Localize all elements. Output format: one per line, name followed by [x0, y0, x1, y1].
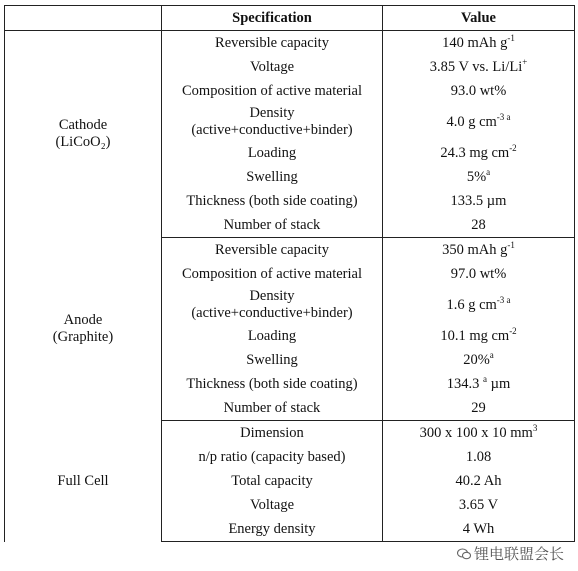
value-text: 1.08 — [465, 448, 492, 465]
value-cell — [383, 213, 575, 238]
value-text: 300 x 100 x 10 mm — [419, 424, 533, 441]
spec-label: Composition of active material — [182, 265, 362, 282]
value-cell — [383, 445, 575, 469]
value-cell — [383, 103, 575, 141]
spec-label: Thickness (both side coating) — [186, 375, 358, 392]
spec-label: Total capacity — [231, 472, 313, 489]
value-text: 4 — [462, 520, 470, 537]
spec-label: Number of stack — [223, 399, 321, 416]
value-cell — [383, 55, 575, 79]
spec-cell — [162, 396, 383, 421]
spec-cell — [162, 141, 383, 165]
value-cell — [383, 31, 575, 56]
spec-sublabel: (active+conductive+binder) — [191, 305, 353, 321]
value-superscript: -1 — [507, 32, 515, 43]
header-specification: Specification — [162, 6, 383, 31]
group-label — [5, 31, 162, 238]
value-text: 20% — [463, 351, 490, 368]
wechat-icon — [457, 548, 471, 560]
spec-label: Loading — [247, 327, 297, 344]
spec-label: Dimension — [240, 424, 304, 441]
specification-table — [4, 5, 575, 542]
value-cell — [383, 324, 575, 348]
table-row — [5, 238, 575, 263]
value-superscript: -2 — [509, 325, 517, 336]
spec-label: n/p ratio (capacity based) — [198, 448, 346, 465]
value-superscript: a — [482, 373, 487, 384]
value-cell — [383, 469, 575, 493]
value-text: 5% — [466, 168, 487, 185]
value-cell — [383, 189, 575, 213]
value-superscript: -3 a — [496, 294, 511, 305]
value-text: 140 mAh g — [442, 34, 508, 51]
value-text: 24.3 mg cm — [440, 144, 510, 161]
value-text: 3.65 V — [458, 496, 499, 513]
spec-cell — [162, 79, 383, 103]
group-name: Full Cell — [57, 472, 109, 489]
group-subname: (Graphite) — [52, 329, 114, 345]
value-text: 350 mAh g — [442, 241, 508, 258]
spec-cell — [162, 421, 383, 446]
group-subname: (LiCoO₂) — [55, 134, 111, 151]
value-text: 10.1 mg cm — [440, 327, 510, 344]
spec-label: Reversible capacity — [215, 34, 329, 51]
header-blank — [5, 6, 162, 31]
spec-label: Density — [249, 288, 295, 304]
spec-cell — [162, 348, 383, 372]
spec-label: Voltage — [249, 496, 295, 513]
spec-sublabel: (active+conductive+binder) — [191, 122, 353, 138]
spec-label: Swelling — [246, 168, 298, 185]
value-cell — [383, 262, 575, 286]
value-superscript: -3 a — [496, 111, 511, 122]
value-cell — [383, 165, 575, 189]
value-unit: µm — [486, 375, 511, 392]
value-text: 40.2 Ah — [455, 472, 502, 489]
value-cell — [383, 79, 575, 103]
table-row — [5, 421, 575, 446]
value-superscript: 3 — [532, 422, 538, 433]
header-value: Value — [383, 6, 575, 31]
group-name: Cathode — [58, 117, 108, 134]
spec-label: Composition of active material — [182, 82, 362, 99]
spec-cell — [162, 238, 383, 263]
value-cell — [383, 493, 575, 517]
spec-label: Density — [249, 105, 295, 121]
value-text: 29 — [471, 399, 486, 416]
spec-cell — [162, 286, 383, 324]
value-superscript: -2 — [509, 142, 517, 153]
value-cell — [383, 238, 575, 263]
spec-cell — [162, 262, 383, 286]
table-row — [5, 31, 575, 56]
spec-cell — [162, 213, 383, 238]
value-cell — [383, 141, 575, 165]
spec-label: Swelling — [246, 351, 298, 368]
group-name: Anode — [63, 312, 103, 328]
header-row — [5, 6, 575, 31]
group-label — [5, 421, 162, 542]
spec-cell — [162, 189, 383, 213]
value-cell — [383, 286, 575, 324]
spec-label: Number of stack — [223, 216, 321, 233]
spec-cell — [162, 55, 383, 79]
spec-label: Energy density — [228, 520, 316, 537]
value-cell — [383, 348, 575, 372]
value-cell — [383, 372, 575, 396]
spec-label: Voltage — [249, 58, 295, 75]
spec-label: Thickness (both side coating) — [186, 192, 358, 209]
value-superscript: a — [489, 349, 494, 360]
spec-cell — [162, 31, 383, 56]
value-cell — [383, 517, 575, 542]
watermark-text: 锂电联盟会长 — [473, 545, 564, 563]
value-superscript: -1 — [507, 239, 515, 250]
value-cell — [383, 421, 575, 446]
spec-cell — [162, 372, 383, 396]
value-cell — [383, 396, 575, 421]
value-text: 97.0 wt% — [450, 265, 507, 282]
value-text: 4.0 g cm — [446, 113, 497, 130]
watermark — [453, 542, 568, 565]
value-text: 134.3 — [446, 375, 483, 392]
spec-cell — [162, 517, 383, 542]
value-superscript: + — [522, 56, 528, 67]
value-text: 1.6 g cm — [446, 296, 497, 313]
value-superscript: a — [486, 166, 491, 177]
spec-cell — [162, 324, 383, 348]
spec-cell — [162, 103, 383, 141]
spec-cell — [162, 165, 383, 189]
value-unit: Wh — [469, 520, 495, 537]
group-label — [5, 238, 162, 421]
table-body — [5, 31, 575, 542]
spec-cell — [162, 493, 383, 517]
value-text: 3.85 V vs. Li/Li — [429, 58, 523, 75]
value-text: 28 — [471, 216, 486, 233]
value-text: 93.0 wt% — [450, 82, 507, 99]
spec-cell — [162, 445, 383, 469]
spec-label: Reversible capacity — [215, 241, 329, 258]
spec-label: Loading — [247, 144, 297, 161]
value-text: 133.5 µm — [450, 192, 507, 209]
spec-cell — [162, 469, 383, 493]
